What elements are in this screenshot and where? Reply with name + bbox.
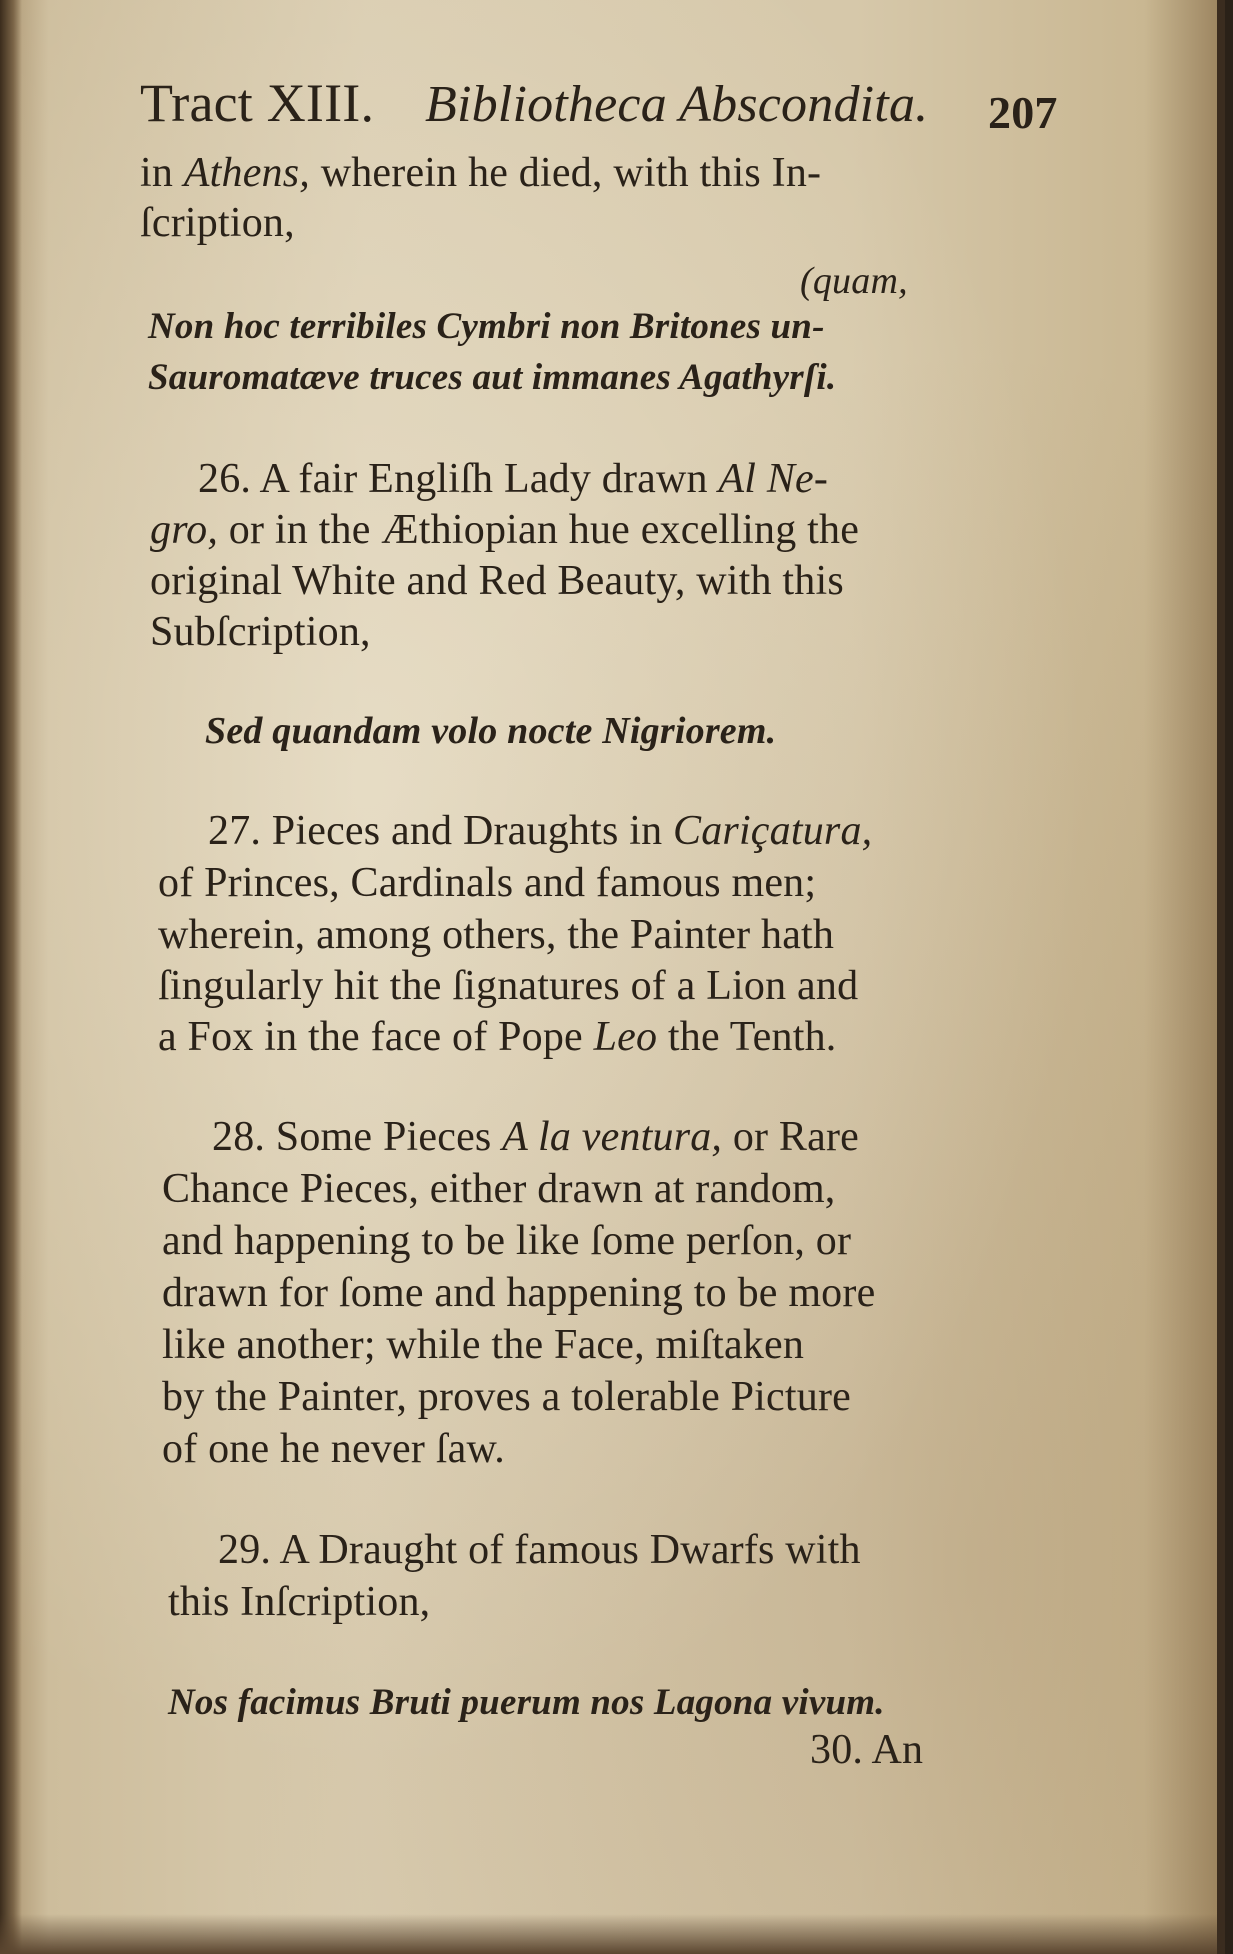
text-line: Chance Pieces, either drawn at random, xyxy=(162,1166,836,1212)
text-line: Subſcription, xyxy=(150,609,371,655)
page-number: 207 xyxy=(988,87,1058,138)
text-line: like another; while the Face, miſtaken xyxy=(162,1322,805,1368)
verse-line: Sed quandam volo nocte Nigriorem. xyxy=(205,710,777,752)
text-line: of Princes, Cardinals and famous men; xyxy=(158,860,817,906)
text-line: gro, or in the Æthiopian hue excelling the xyxy=(150,507,860,553)
text-line: 29. A Draught of famous Dwarfs with xyxy=(218,1527,861,1573)
text-line: of one he never ſaw. xyxy=(162,1426,505,1472)
text-line: in Athens, wherein he died, with this In- xyxy=(140,150,822,196)
running-head-title: Bibliotheca Abscondita. xyxy=(425,76,929,133)
text-line: 28. Some Pieces A la ventura, or Rare xyxy=(212,1114,860,1160)
page-bottom-shadow xyxy=(0,1914,1217,1954)
verse-line: Nos facimus Bruti puerum nos Lagona vivum. xyxy=(168,1682,885,1723)
page-gutter-shadow xyxy=(0,0,22,1954)
verse-line: Sauromatæve truces aut immanes Agathyrſi. xyxy=(148,357,837,398)
text-line: original White and Red Beauty, with this xyxy=(150,558,844,604)
text-line: 27. Pieces and Draughts in Cariçatura, xyxy=(208,808,873,854)
text-line: a Fox in the face of Pope Leo the Tenth. xyxy=(158,1014,837,1060)
text-line: wherein, among others, the Painter hath xyxy=(158,912,835,958)
text-line: ſingularly hit the ſignatures of a Lion and xyxy=(158,963,859,1009)
text-line: drawn for ſome and happening to be more xyxy=(162,1270,876,1316)
catchword: 30. An xyxy=(810,1727,924,1773)
verse-line: Non hoc terribiles Cymbri non Britones un- xyxy=(148,306,825,347)
text-line: by the Painter, proves a tolerable Picture xyxy=(162,1374,851,1420)
verse-line: (quam, xyxy=(800,260,908,302)
text-line: this Inſcription, xyxy=(168,1579,431,1625)
text-line: and happening to be like ſome perſon, or xyxy=(162,1218,852,1264)
text-line: 26. A fair Engliſh Lady drawn Al Ne- xyxy=(198,456,829,502)
running-head-tract: Tract XIII. xyxy=(140,73,375,133)
text-line: ſcription, xyxy=(140,200,295,246)
